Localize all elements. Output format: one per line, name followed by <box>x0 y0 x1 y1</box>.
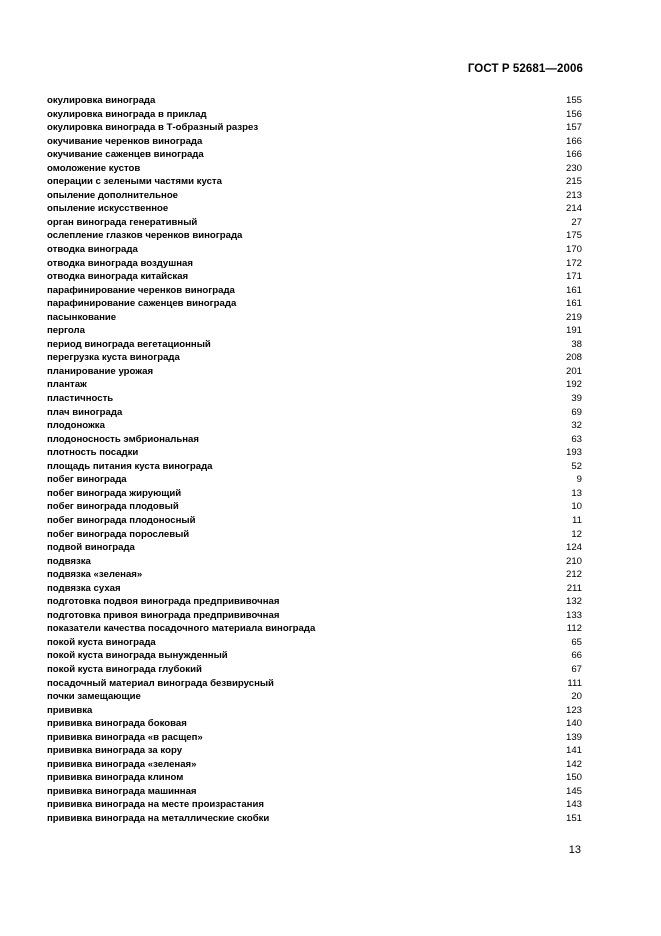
index-term: окучивание черенков винограда <box>47 135 203 147</box>
index-page-ref: 9 <box>576 474 582 486</box>
index-term: прививка винограда «в расщеп» <box>47 731 203 743</box>
index-term: прививка винограда клином <box>47 772 184 784</box>
index-entry <box>47 500 582 514</box>
index-term: прививка винограда машинная <box>47 785 197 797</box>
index-entry <box>47 365 582 379</box>
index-term: посадочный материал винограда безвирусный <box>47 677 274 689</box>
index-page-ref: 142 <box>565 758 582 770</box>
index-entry <box>47 311 582 325</box>
index-entry <box>47 284 582 298</box>
index-term: перегрузка куста винограда <box>47 352 180 364</box>
index-page-ref: 63 <box>571 433 582 445</box>
index-page-ref: 141 <box>565 745 582 757</box>
index-term: период винограда вегетационный <box>47 338 211 350</box>
index-entry <box>47 121 582 135</box>
index-term: плодоножка <box>47 420 105 432</box>
index-entry <box>47 433 582 447</box>
index-entry <box>47 406 582 420</box>
index-entry <box>47 595 582 609</box>
index-page-ref: 133 <box>565 609 582 621</box>
index-page-ref: 52 <box>571 460 582 472</box>
index-page-ref: 171 <box>565 271 582 283</box>
index-term: побег винограда <box>47 474 127 486</box>
index-term: омоложение кустов <box>47 162 141 174</box>
index-entry <box>47 649 582 663</box>
index-page-ref: 39 <box>571 393 582 405</box>
index-page-ref: 145 <box>565 785 582 797</box>
index-entry <box>47 135 582 149</box>
index-page-ref: 38 <box>571 338 582 350</box>
index-term: подвой винограда <box>47 542 135 554</box>
index-page-ref: 212 <box>565 569 582 581</box>
index-page-ref: 175 <box>565 230 582 242</box>
index-page-ref: 10 <box>571 501 582 513</box>
index-entry <box>47 94 582 108</box>
index-page-ref: 166 <box>565 149 582 161</box>
index-term: пасынкование <box>47 311 117 323</box>
index-page-ref: 111 <box>567 677 582 689</box>
index-term: окулировка винограда в Т-образный разрез <box>47 122 259 134</box>
index-entry <box>47 216 582 230</box>
index-page-ref: 124 <box>565 542 582 554</box>
index-page-ref: 215 <box>565 176 582 188</box>
index-entry <box>47 460 582 474</box>
index-entry <box>47 555 582 569</box>
index-entry <box>47 473 582 487</box>
index-term: окулировка винограда в приклад <box>47 108 207 120</box>
index-entry <box>47 744 582 758</box>
index-page-ref: 219 <box>565 311 582 323</box>
index-term: площадь питания куста винограда <box>47 460 213 472</box>
index-page-ref: 161 <box>565 298 582 310</box>
index-page-ref: 161 <box>565 284 582 296</box>
index-entry <box>47 663 582 677</box>
index-term: побег винограда плодовый <box>47 501 179 513</box>
index-term: отводка винограда <box>47 244 138 256</box>
index-term: орган винограда генеративный <box>47 216 198 228</box>
index-entry <box>47 636 582 650</box>
index-term: покой куста винограда <box>47 636 156 648</box>
index-term: парафинирование черенков винограда <box>47 284 235 296</box>
index-page-ref: 123 <box>565 704 582 716</box>
index-term: подвязка сухая <box>47 582 121 594</box>
index-page-ref: 214 <box>565 203 582 215</box>
index-entry <box>47 541 582 555</box>
index-entry <box>47 202 582 216</box>
index-entry <box>47 175 582 189</box>
index-page-ref: 143 <box>565 799 582 811</box>
index-term: показатели качества посадочного материала винограда <box>47 623 316 635</box>
index-entry <box>47 609 582 623</box>
index-entry <box>47 338 582 352</box>
index-entry <box>47 758 582 772</box>
index-entry <box>47 582 582 596</box>
index-entry <box>47 351 582 365</box>
page-number: 13 <box>568 844 581 856</box>
index-page-ref: 201 <box>565 365 582 377</box>
index-term: побег винограда жирующий <box>47 487 182 499</box>
index-entry <box>47 731 582 745</box>
index-term: прививка винограда боковая <box>47 718 187 730</box>
index-term: плотность посадки <box>47 447 139 459</box>
index-term: побег винограда порослевый <box>47 528 190 540</box>
index-entry <box>47 622 582 636</box>
index-term: пергола <box>47 325 85 337</box>
index-page-ref: 11 <box>572 514 582 526</box>
index-entry <box>47 189 582 203</box>
index-page-ref: 20 <box>571 691 582 703</box>
index-entry <box>47 162 582 176</box>
index-entry <box>47 392 582 406</box>
index-page-ref: 140 <box>565 718 582 730</box>
index-page-ref: 112 <box>566 623 582 635</box>
index-page-ref: 155 <box>565 95 582 106</box>
index-entry <box>47 717 582 731</box>
index-entry <box>47 785 582 799</box>
index-entry <box>47 568 582 582</box>
index-page-ref: 172 <box>565 257 582 269</box>
index-term: операции с зелеными частями куста <box>47 176 222 188</box>
index-page-ref: 191 <box>565 325 582 337</box>
index-page-ref: 12 <box>571 528 582 540</box>
index-page-ref: 151 <box>565 812 582 824</box>
index-term: пластичность <box>47 393 114 405</box>
index-page-ref: 192 <box>565 379 582 391</box>
index-term: плач винограда <box>47 406 123 418</box>
index-entry <box>47 270 582 284</box>
index-term: окучивание саженцев винограда <box>47 149 204 161</box>
index-term: покой куста винограда глубокий <box>47 663 202 675</box>
index-page-ref: 193 <box>565 447 582 459</box>
index-page-ref: 211 <box>566 582 582 594</box>
index-entry <box>47 378 582 392</box>
index-page-ref: 150 <box>565 772 582 784</box>
index-term: прививка винограда «зеленая» <box>47 758 197 770</box>
index-term: отводка винограда воздушная <box>47 257 193 269</box>
index-page-ref: 13 <box>571 487 582 499</box>
index-entry <box>47 798 582 812</box>
index-term: почки замещающие <box>47 691 141 703</box>
index-page-ref: 69 <box>571 406 582 418</box>
index-entry <box>47 528 582 542</box>
index-page-ref: 166 <box>565 135 582 147</box>
index-page-ref: 157 <box>565 122 582 134</box>
index-entry <box>47 148 582 162</box>
index-entry <box>47 229 582 243</box>
index-list <box>47 94 582 826</box>
index-entry <box>47 243 582 257</box>
index-term: прививка винограда на металлические скобки <box>47 812 270 824</box>
index-entry <box>47 677 582 691</box>
index-term: опыление дополнительное <box>47 189 179 201</box>
index-page-ref: 27 <box>571 216 582 228</box>
index-term: парафинирование саженцев винограда <box>47 298 237 310</box>
index-term: подвязка «зеленая» <box>47 569 143 581</box>
index-entry <box>47 324 582 338</box>
index-term: подвязка <box>47 555 91 567</box>
index-entry <box>47 690 582 704</box>
index-term: побег винограда плодоносный <box>47 514 196 526</box>
index-page-ref: 210 <box>565 555 582 567</box>
index-page-ref: 132 <box>565 596 582 608</box>
index-page-ref: 156 <box>565 108 582 120</box>
index-term: прививка <box>47 704 93 716</box>
index-page-ref: 65 <box>571 636 582 648</box>
index-term: прививка винограда за кору <box>47 745 183 757</box>
index-term: подготовка подвоя винограда предпрививочная <box>47 596 280 608</box>
index-page-ref: 66 <box>571 650 582 662</box>
index-term: опыление искусственное <box>47 203 169 215</box>
index-term: планирование урожая <box>47 365 154 377</box>
index-entry <box>47 257 582 271</box>
index-term: ослепление глазков черенков винограда <box>47 230 243 242</box>
index-entry <box>47 108 582 122</box>
index-entry <box>47 487 582 501</box>
index-entry <box>47 771 582 785</box>
index-term: окулировка винограда <box>47 95 156 106</box>
index-term: отводка винограда китайская <box>47 271 189 283</box>
index-entry <box>47 812 582 826</box>
index-term: подготовка привоя винограда предпрививочная <box>47 609 280 621</box>
index-page-ref: 139 <box>565 731 582 743</box>
index-page-ref: 32 <box>571 420 582 432</box>
index-page-ref: 213 <box>565 189 582 201</box>
index-entry <box>47 446 582 460</box>
index-page-ref: 230 <box>565 162 582 174</box>
index-page-ref: 170 <box>565 244 582 256</box>
index-entry <box>47 514 582 528</box>
index-entry <box>47 419 582 433</box>
index-term: прививка винограда на месте произрастания <box>47 799 264 811</box>
index-term: плантаж <box>47 379 87 391</box>
index-entry <box>47 704 582 718</box>
index-term: покой куста винограда вынужденный <box>47 650 228 662</box>
index-term: плодоносность эмбриональная <box>47 433 199 445</box>
document-header: ГОСТ Р 52681—2006 <box>467 63 583 75</box>
index-page-ref: 67 <box>571 663 582 675</box>
index-entry <box>47 297 582 311</box>
index-page-ref: 208 <box>565 352 582 364</box>
